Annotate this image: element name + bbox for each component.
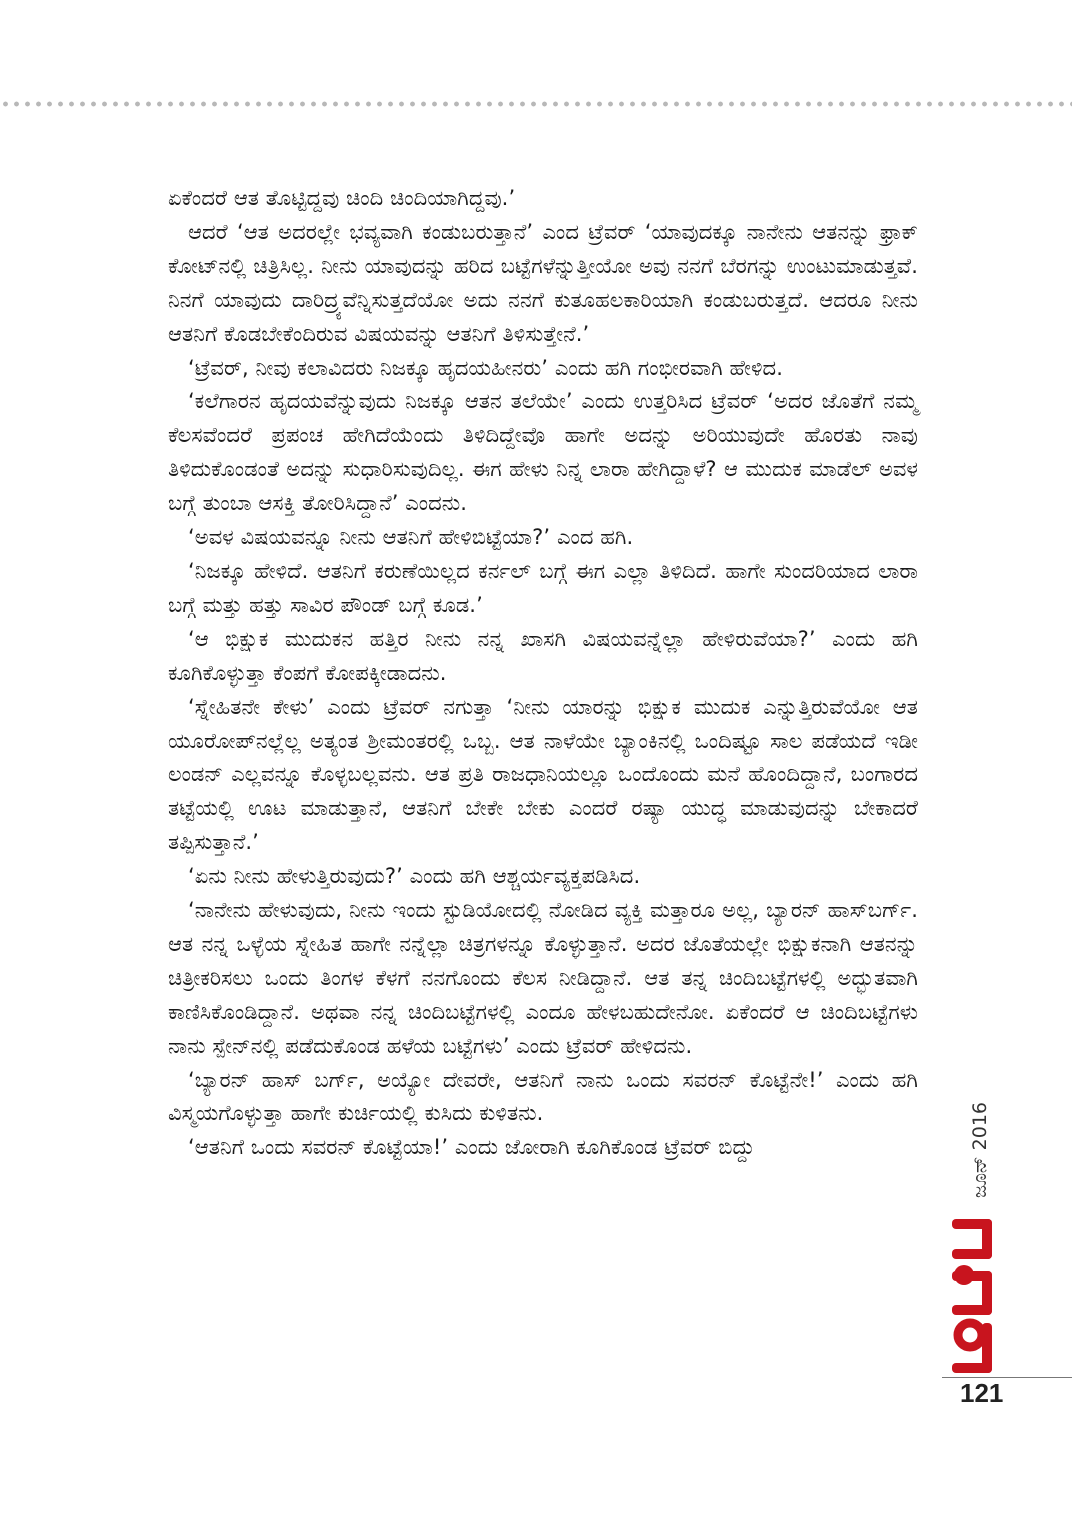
article-paragraph: ‘ಏನು ನೀನು ಹೇಳುತ್ತಿರುವುದು?’ ಎಂದು ಹಗಿ ಆಶ್ಚರ್ಯವ್ಯಕ್ತಪಡಿಸಿದ. bbox=[188, 864, 641, 889]
article-paragraph: ‘ನಿಜಕ್ಕೂ ಹೇಳಿದೆ. ಆತನಿಗೆ ಕರುಣೆಯಿಲ್ಲದ ಕರ್ನಲ್ ಬಗ್ಗೆ ಈಗ ಎಲ್ಲಾ ತಿಳಿದಿದೆ. ಹಾಗೇ ಸುಂದರಿಯಾದ ಲಾರಾ ಬಗ್ಗೆ ಮತ್ತು ಹತ್ತು ಸಾವಿರ ಪೌಂಡ್ ಬಗ್ಗೆ ಕೂಡ.’ bbox=[168, 558, 918, 617]
magazine-sidebar bbox=[946, 1090, 1006, 1380]
page-number: 121 bbox=[960, 1378, 1004, 1408]
article-paragraph: ‘ಕಲೆಗಾರನ ಹೃದಯವೆನ್ನುವುದು ನಿಜಕ್ಕೂ ಆತನ ತಲೆಯೇ’ ಎಂದು ಉತ್ತರಿಸಿದ ಟ್ರೆವರ್ ‘ಅದರ ಜೊತೆಗೆ ನಮ್ಮ ಕೆಲಸವೆಂದರೆ ಪ್ರಪಂಚ ಹೇಗಿದೆಯೆಂದು ತಿಳಿದಿದ್ದೇವೊ ಹಾಗೇ ಅದನ್ನು ಅರಿಯುವುದೇ ಹೊರತು ನಾವು ತಿಳಿದುಕೊಂಡಂತೆ ಅದನ್ನು ಸುಧಾರಿಸುವುದಿಲ್ಲ. ಈಗ ಹೇಳು ನಿನ್ನ ಲಾರಾ ಹೇಗಿದ್ದಾಳೆ? ಆ ಮುದುಕ ಮಾಡೆಲ್ ಅವಳ ಬಗ್ಗೆ ತುಂಬಾ ಆಸಕ್ತಿ ತೋರಿಸಿದ್ದಾನೆ’ ಎಂದನು. bbox=[168, 389, 918, 516]
issue-date bbox=[960, 1090, 1000, 1210]
article-body bbox=[168, 182, 918, 1165]
magazine-logo bbox=[946, 1215, 1006, 1377]
dotted-header-rule bbox=[0, 100, 1072, 108]
article-paragraph: ‘ನಾನೇನು ಹೇಳುವುದು, ನೀನು ಇಂದು ಸ್ಟುಡಿಯೋದಲ್ಲಿ ನೋಡಿದ ವ್ಯಕ್ತಿ ಮತ್ತಾರೂ ಅಲ್ಲ, ಬ್ಯಾರನ್ ಹಾಸ್‌ಬರ್ಗ್. ಆತ ನನ್ನ ಒಳ್ಳೆಯ ಸ್ನೇಹಿತ ಹಾಗೇ ನನ್ನೆಲ್ಲಾ ಚಿತ್ರಗಳನ್ನೂ ಕೊಳ್ಳುತ್ತಾನೆ. ಅದರ ಜೊತೆಯಲ್ಲೇ ಭಿಕ್ಷುಕನಾಗಿ ಆತನನ್ನು ಚಿತ್ರೀಕರಿಸಲು ಒಂದು ತಿಂಗಳ ಕೆಳಗೆ ನನಗೊಂದು ಕೆಲಸ ನೀಡಿದ್ದಾನೆ. ಆತ ತನ್ನ ಚಿಂದಿಬಟ್ಟೆಗಳಲ್ಲಿ ಅದ್ಭುತವಾಗಿ ಕಾಣಿಸಿಕೊಂಡಿದ್ದಾನೆ. ಅಥವಾ ನನ್ನ ಚಿಂದಿಬಟ್ಟೆಗಳಲ್ಲಿ ಎಂದೂ ಹೇಳಬಹುದೇನೋ. ಏಕೆಂದರೆ ಆ ಚಿಂದಿಬಟ್ಟೆಗಳು ನಾನು ಸ್ಪೇನ್‌ನಲ್ಲಿ ಪಡೆದುಕೊಂಡ ಹಳೆಯ ಬಟ್ಟೆಗಳು’ ಎಂದು ಟ್ರೆವರ್ ಹೇಳಿದನು. bbox=[168, 898, 918, 1058]
article-paragraph: ಆದರೆ ‘ಆತ ಅದರಲ್ಲೇ ಭವ್ಯವಾಗಿ ಕಂಡುಬರುತ್ತಾನೆ’ ಎಂದ ಟ್ರೆವರ್ ‘ಯಾವುದಕ್ಕೂ ನಾನೇನು ಆತನನ್ನು ಫ್ರಾಕ್ ಕೋಟ್‌ನಲ್ಲಿ ಚಿತ್ರಿಸಿಲ್ಲ. ನೀನು ಯಾವುದನ್ನು ಹರಿದ ಬಟ್ಟೆಗಳೆನ್ನುತ್ತೀಯೋ ಅವು ನನಗೆ ಬೆರಗನ್ನು ಉಂಟುಮಾಡುತ್ತವೆ. ನಿನಗೆ ಯಾವುದು ದಾರಿದ್ರ್ಯವೆನ್ನಿಸುತ್ತದೆಯೋ ಅದು ನನಗೆ ಕುತೂಹಲಕಾರಿಯಾಗಿ ಕಂಡುಬರುತ್ತದೆ. ಆದರೂ ನೀನು ಆತನಿಗೆ ಕೊಡಬೇಕೆಂದಿರುವ ವಿಷಯವನ್ನು ಆತನಿಗೆ ತಿಳಿಸುತ್ತೇನೆ.’ bbox=[168, 219, 918, 346]
article-paragraph: ‘ಸ್ನೇಹಿತನೇ ಕೇಳು’ ಎಂದು ಟ್ರೆವರ್ ನಗುತ್ತಾ ‘ನೀನು ಯಾರನ್ನು ಭಿಕ್ಷುಕ ಮುದುಕ ಎನ್ನುತ್ತಿರುವೆಯೋ ಆತ ಯೂರೋಪ್‌ನಲ್ಲೆಲ್ಲ ಅತ್ಯಂತ ಶ್ರೀಮಂತರಲ್ಲಿ ಒಬ್ಬ. ಆತ ನಾಳೆಯೇ ಬ್ಯಾಂಕಿನಲ್ಲಿ ಒಂದಿಷ್ಟೂ ಸಾಲ ಪಡೆಯದೆ ಇಡೀ ಲಂಡನ್ ಎಲ್ಲವನ್ನೂ ಕೊಳ್ಳಬಲ್ಲವನು. ಆತ ಪ್ರತಿ ರಾಜಧಾನಿಯಲ್ಲೂ ಒಂದೊಂದು ಮನೆ ಹೊಂದಿದ್ದಾನೆ, ಬಂಗಾರದ ತಟ್ಟೆಯಲ್ಲಿ ಊಟ ಮಾಡುತ್ತಾನೆ, ಆತನಿಗೆ ಬೇಕೇ ಬೇಕು ಎಂದರೆ ರಷ್ಯಾ ಯುದ್ಧ ಮಾಡುವುದನ್ನು ಬೇಕಾದರೆ ತಪ್ಪಿಸುತ್ತಾನೆ.’ bbox=[168, 694, 918, 855]
article-paragraph: ಏಕೆಂದರೆ ಆತ ತೊಟ್ಟಿದ್ದವು ಚಿಂದಿ ಚಿಂದಿಯಾಗಿದ್ದವು.’ bbox=[168, 186, 516, 210]
issue-date-text: ಜೂನ್ 2016 bbox=[969, 1101, 992, 1199]
article-paragraph: ‘ಟ್ರೆವರ್, ನೀವು ಕಲಾವಿದರು ನಿಜಕ್ಕೂ ಹೃದಯಹೀನರು’ ಎಂದು ಹಗಿ ಗಂಭೀರವಾಗಿ ಹೇಳಿದ. bbox=[188, 355, 783, 380]
article-paragraph: ‘ಆ ಭಿಕ್ಷುಕ ಮುದುಕನ ಹತ್ತಿರ ನೀನು ನನ್ನ ಖಾಸಗಿ ವಿಷಯವನ್ನೆಲ್ಲಾ ಹೇಳಿರುವೆಯಾ?’ ಎಂದು ಹಗಿ ಕೂಗಿಕೊಳ್ಳುತ್ತಾ ಕೆಂಪಗೆ ಕೋಪಕ್ಕೀಡಾದನು. bbox=[168, 626, 918, 685]
magazine-logo-mark bbox=[952, 1219, 992, 1373]
article-paragraph: ‘ಅವಳ ವಿಷಯವನ್ನೂ ನೀನು ಆತನಿಗೆ ಹೇಳಿಬಿಟ್ಟೆಯಾ?’ ಎಂದ ಹಗಿ. bbox=[188, 525, 634, 550]
article-paragraph: ‘ಬ್ಯಾರನ್ ಹಾಸ್ ಬರ್ಗ್, ಅಯ್ಯೋ ದೇವರೇ, ಆತನಿಗೆ ನಾನು ಒಂದು ಸವರನ್ ಕೊಟ್ಟೆನೇ!’ ಎಂದು ಹಗಿ ವಿಸ್ಮಯಗೊಳ್ಳುತ್ತಾ ಹಾಗೇ ಕುರ್ಚಿಯಲ್ಲಿ ಕುಸಿದು ಕುಳಿತನು. bbox=[168, 1067, 918, 1126]
magazine-name: ಮಯೂರ bbox=[946, 1215, 950, 1216]
article-paragraph: ‘ಆತನಿಗೆ ಒಂದು ಸವರನ್ ಕೊಟ್ಟೆಯಾ!’ ಎಂದು ಜೋರಾಗಿ ಕೂಗಿಕೊಂಡ ಟ್ರೆವರ್ ಬಿದ್ದು bbox=[188, 1135, 755, 1160]
